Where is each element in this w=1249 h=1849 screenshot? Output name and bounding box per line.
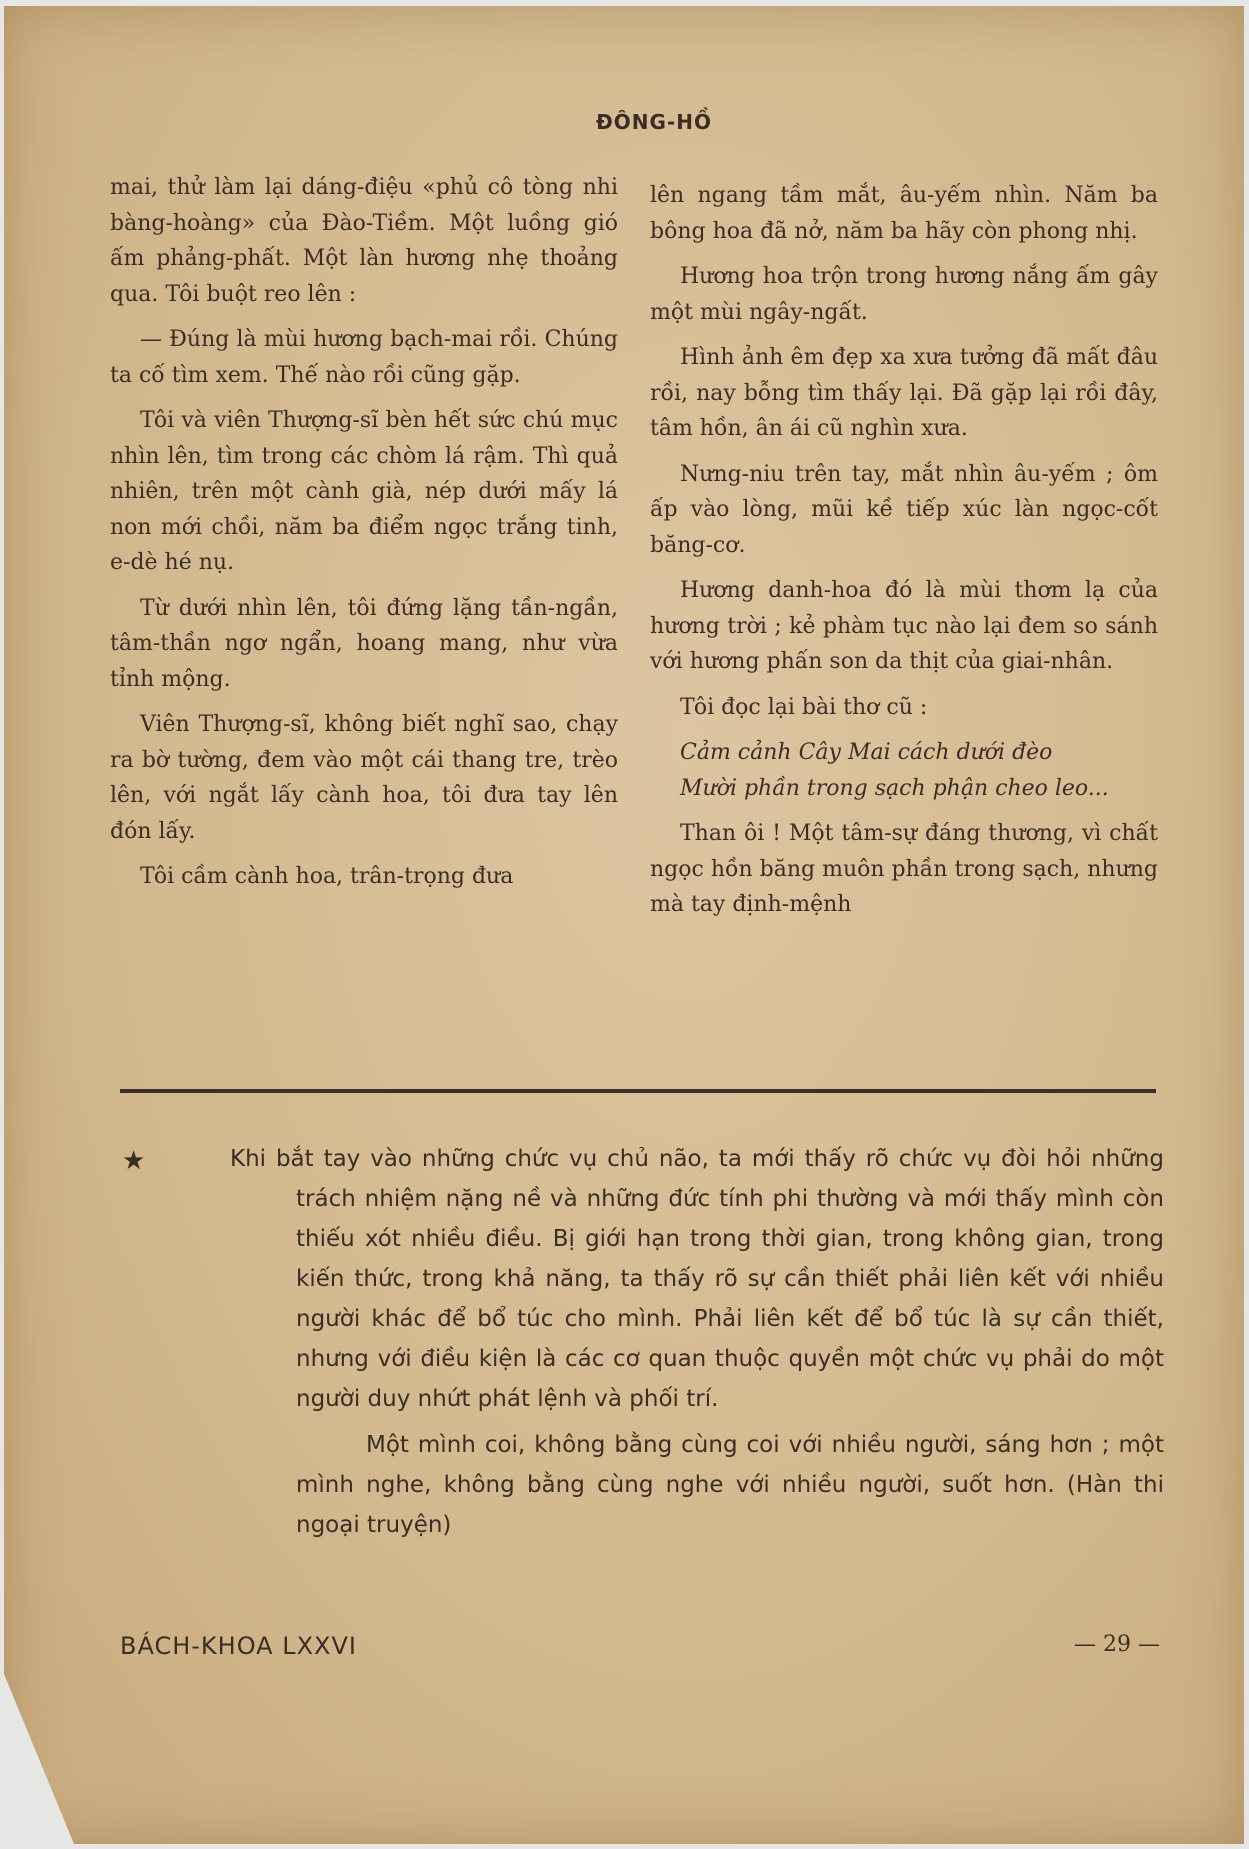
journal-name: BÁCH-KHOA LXXVI	[120, 1632, 357, 1660]
poem-quote	[680, 735, 1158, 806]
running-title: ĐÔNG-HỒ	[596, 110, 712, 134]
left-paragraph-2: — Đúng là mùi hương bạch-mai rồi. Chúng ta cố tìm xem. Thế nào rồi cũng gặp.	[110, 327, 618, 388]
left-column	[110, 170, 618, 905]
right-paragraph-6: Tôi đọc lại bài thơ cũ :	[680, 694, 928, 720]
magazine-page	[4, 6, 1244, 1844]
right-paragraph-1: lên ngang tầm mắt, âu-yếm nhìn. Năm ba bông hoa đã nở, năm ba hãy còn phong nhị.	[650, 183, 1158, 244]
poem-line-2: Mười phần trong sạch phận cheo leo...	[680, 775, 1109, 801]
footnote-paragraph-2: Một mình coi, không bằng cùng coi với nhiều người, sáng hơn ; một mình nghe, không bằng cùng nghe với nhiều người, suốt hơn. (Hàn thi ngoại truyện)	[296, 1432, 1164, 1538]
right-column	[650, 178, 1158, 933]
right-paragraph-2: Hương hoa trộn trong hương nắng ấm gây một mùi ngây-ngất.	[650, 264, 1158, 325]
left-paragraph-1: mai, thử làm lại dáng-điệu «phủ cô tòng nhi bàng-hoàng» của Đào-Tiềm. Một luồng gió ấm phảng-phất. Một làn hương nhẹ thoảng qua. Tôi buột reo lên :	[110, 175, 618, 307]
left-paragraph-5: Viên Thượng-sĩ, không biết nghĩ sao, chạy ra bờ tường, đem vào một cái thang tre, trèo lên, với ngắt lấy cành hoa, tôi đưa tay lên đón lấy.	[110, 712, 618, 844]
poem-line-1: Cảm cảnh Cây Mai cách dưới đèo	[680, 740, 1053, 765]
star-icon: ★	[122, 1146, 146, 1176]
footnote-paragraph-1: Khi bắt tay vào những chức vụ chủ não, ta mới thấy rõ chức vụ đòi hỏi những trách nhiệm nặng nề và những đức tính phi thường và mới thấy mình còn thiếu xót nhiều điều. Bị giới hạn trong thời gian, trong không gian, trong kiến thức, trong khả năng, ta thấy rõ sự cần thiết phải liên kết với nhiều người khác để bổ túc cho mình. Phải liên kết để bổ túc là sự cần thiết, nhưng với điều kiện là các cơ quan thuộc quyền một chức vụ phải do một người duy nhứt phát lệnh và phối trí.	[230, 1146, 1164, 1412]
right-paragraph-7: Than ôi ! Một tâm-sự đáng thương, vì chất ngọc hồn băng muôn phần trong sạch, nhưng mà tay định-mệnh	[650, 821, 1158, 917]
right-paragraph-5: Hương danh-hoa đó là mùi thơm lạ của hương trời ; kẻ phàm tục nào lại đem so sánh với hương phấn son da thịt của giai-nhân.	[650, 578, 1158, 674]
left-paragraph-3: Tôi và viên Thượng-sĩ bèn hết sức chú mục nhìn lên, tìm trong các chòm lá rậm. Thì quả nhiên, trên một cành già, nép dưới mấy lá non mới chồi, năm ba điểm ngọc trắng tinh, e-dè hé nụ.	[110, 408, 618, 575]
torn-corner	[4, 1674, 74, 1844]
right-paragraph-4: Nưng-niu trên tay, mắt nhìn âu-yếm ; ôm ấp vào lòng, mũi kề tiếp xúc làn ngọc-cốt băng-cơ.	[650, 461, 1158, 558]
section-divider	[120, 1089, 1156, 1093]
left-paragraph-6: Tôi cầm cành hoa, trân-trọng đưa	[140, 864, 514, 889]
page-number: — 29 —	[1074, 1632, 1160, 1657]
right-paragraph-3: Hình ảnh êm đẹp xa xưa tưởng đã mất đâu rồi, nay bỗng tìm thấy lại. Đã gặp lại rồi đây, tâm hồn, ân ái cũ nghìn xưa.	[650, 345, 1158, 441]
footnote-box	[114, 1139, 1164, 1545]
footnote-body	[230, 1139, 1164, 1545]
left-paragraph-4: Từ dưới nhìn lên, tôi đứng lặng tần-ngần, tâm-thần ngơ ngẩn, hoang mang, như vừa tỉnh mộng.	[110, 595, 618, 692]
